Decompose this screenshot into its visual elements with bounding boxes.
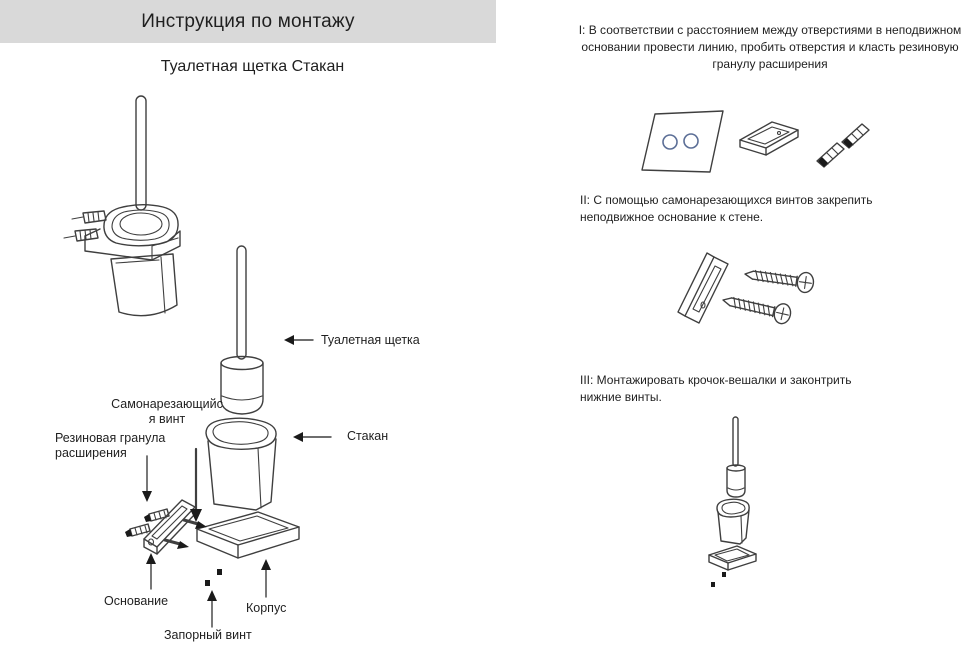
wall-plate-drawing [642,111,723,172]
label-body: Корпус [246,601,287,615]
drill-hole [663,135,677,149]
exploded-body-tray-drawing [197,512,299,558]
label-line: я винт [148,412,186,426]
label-toilet-brush: Туалетная щетка [321,333,420,347]
page-title: Инструкция по монтажу [141,10,355,32]
exploded-brush-drawing [221,246,263,414]
label-line: Резиновая гранула [55,431,166,445]
step-3-text: III: Монтажировать крочок-вешалки и законтрить нижние винты. [580,373,852,404]
label-line: расширения [55,446,127,460]
expansion-plugs-drawing [125,509,169,537]
drill-hole [684,134,698,148]
label-cup: Стакан [347,429,389,443]
lock-screws-drawing [205,569,222,586]
step-1-text: I: В соответствии с расстоянием между отверстиями в неподвижном основании провести линию, пробить отверстия и класть резиновую гранулу расширения [578,23,962,71]
base-bracket-drawing [740,122,798,155]
label-lock-screw: Запорный винт [164,628,252,642]
label-rubber-granule [55,431,165,461]
label-pointer-arrows [142,335,331,627]
assembled-holder-drawing [64,96,180,316]
product-title: Туалетная щетка Стакан [160,58,345,75]
label-self-tapping-screw [104,397,230,427]
exploded-cup-drawing [206,418,276,510]
step-3-illustration [565,405,965,605]
label-line: Самонарезающийс [111,397,223,411]
step-2-illustration [565,245,965,350]
expansion-plugs-drawing [817,124,869,167]
mini-exploded-assembly-drawing [709,417,756,587]
step-2-text: II: С помощью самонарезающихся винтов закрепить неподвижное основание к стене. [580,193,873,224]
base-bracket-drawing [678,253,728,323]
label-base: Основание [104,594,169,608]
self-tapping-screws-drawing [721,264,815,325]
step-1-illustration [565,100,965,195]
